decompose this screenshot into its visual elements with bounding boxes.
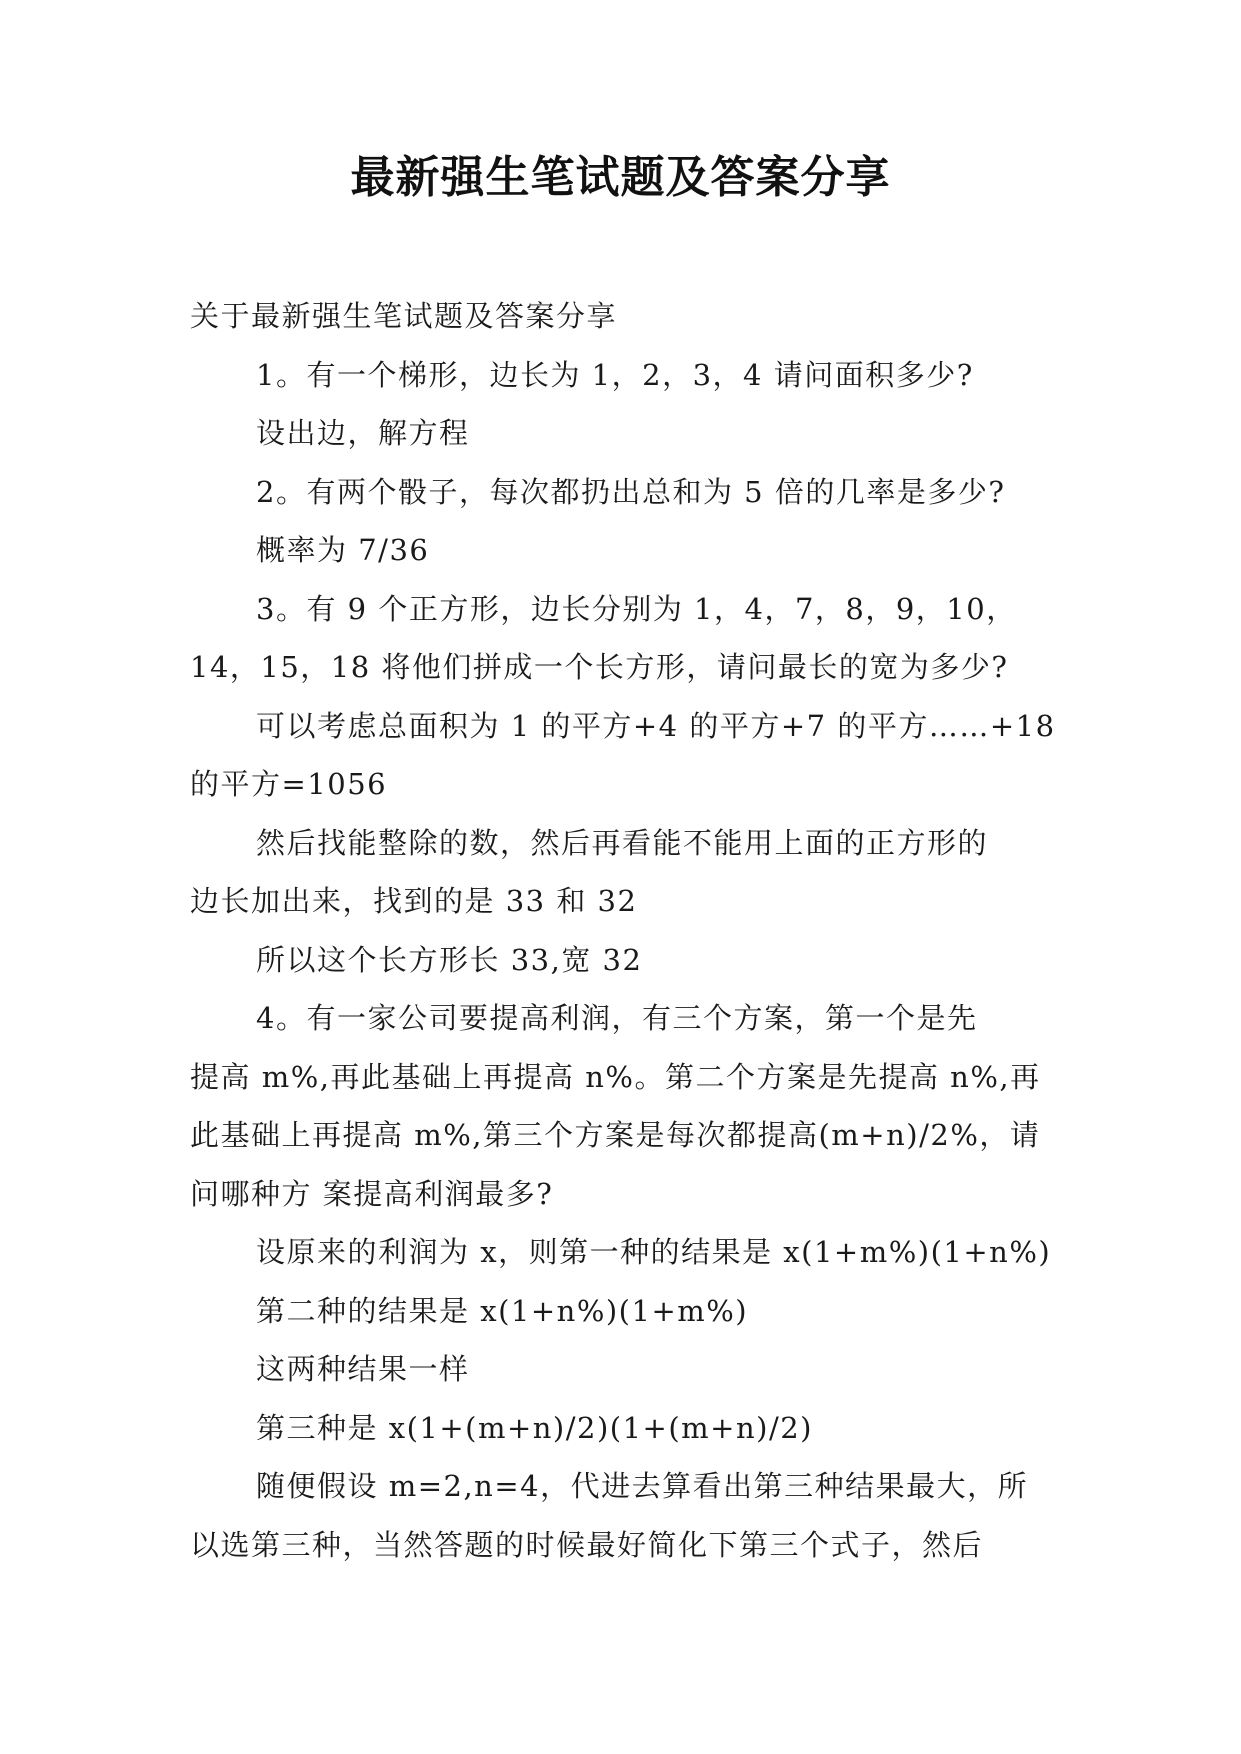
question-4-line-2: 提高 m%,再此基础上再提高 n%。第二个方案是先提高 n%,再 [190, 1059, 1041, 1094]
answer-2: 概率为 7/36 [256, 533, 430, 567]
question-4-line-3: 此基础上再提高 m%,第三个方案是每次都提高(m+n)/2%，请 [190, 1118, 1041, 1152]
question-3-line-1: 3。有 9 个正方形，边长分别为 1，4，7，8，9，10， [256, 591, 1017, 626]
document-title: 最新强生笔试题及答案分享 [350, 152, 891, 203]
intro-line: 关于最新强生笔试题及答案分享 [190, 299, 618, 333]
question-4-line-4: 问哪种方 案提高利润最多? [190, 1176, 554, 1211]
answer-4-line-1: 设原来的利润为 x，则第一种的结果是 x(1+m%)(1+n%) [256, 1235, 1052, 1269]
question-3-line-2: 14，15，18 将他们拼成一个长方形，请问最长的宽为多少? [190, 650, 1009, 684]
question-4-line-1: 4。有一家公司要提高利润，有三个方案，第一个是先 [256, 1001, 978, 1035]
document-body [190, 287, 1070, 1574]
answer-4-line-2: 第二种的结果是 x(1+n%)(1+m%) [256, 1293, 749, 1328]
answer-1: 设出边，解方程 [256, 416, 470, 450]
question-2: 2。有两个骰子，每次都扔出总和为 5 倍的几率是多少? [256, 474, 1006, 509]
answer-3-line-4: 边长加出来，找到的是 33 和 32 [190, 884, 638, 918]
answer-4-line-4: 第三种是 x(1+(m+n)/2)(1+(m+n)/2) [256, 1410, 813, 1445]
answer-3-line-3: 然后找能整除的数，然后再看能不能用上面的正方形的 [256, 825, 989, 860]
answer-4-line-5: 随便假设 m=2,n=4，代进去算看出第三种结果最大，所 [256, 1469, 1029, 1503]
answer-4-line-6: 以选第三种，当然答题的时候最好简化下第三个式子，然后 [190, 1527, 984, 1562]
answer-4-line-3: 这两种结果一样 [256, 1352, 470, 1386]
answer-3-line-5: 所以这个长方形长 33,宽 32 [256, 942, 643, 977]
answer-3-line-1: 可以考虑总面积为 1 的平方+4 的平方+7 的平方……+18 [256, 708, 1056, 743]
answer-3-line-2: 的平方=1056 [190, 767, 388, 801]
question-1: 1。有一个梯形，边长为 1，2，3，4 请问面积多少? [256, 357, 974, 392]
